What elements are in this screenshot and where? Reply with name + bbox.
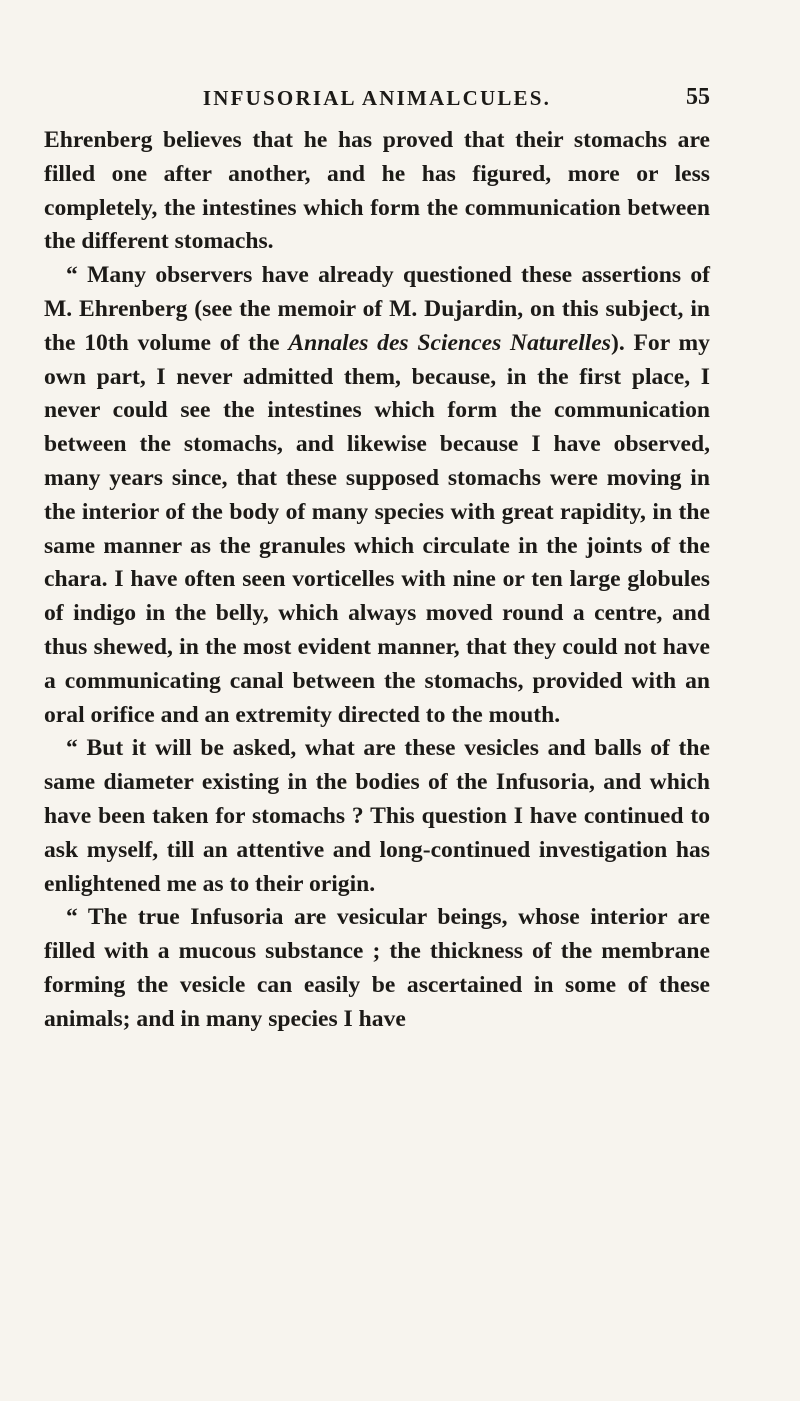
page-number: 55 <box>686 84 710 110</box>
paragraph-3: “ But it will be asked, what are these vesicles and balls of the same diameter existing in the bodies of the Infusoria, and which have been taken for stomachs ? This question I have continued to ask myself, till an attentive and long-continued investigation has enlightened me as to their origin. <box>44 735 710 897</box>
journal-title: Annales des Sciences Naturelles <box>288 329 611 356</box>
paragraph-2 <box>44 259 710 732</box>
running-head <box>44 86 710 116</box>
paragraph-2-end: ). For my own part, I never admitted them, because, in the first place, I never could see the intestines which form the communication between the stomachs, and likewise because I have observed, many years since, that these supposed stomachs were moving in the interior of the body of many species with great rapidity, in the same manner as the granules which circulate in the joints of the chara. I have often seen vorticelles with nine or ten large globules of indigo in the belly, which always moved round a centre, and thus shewed, in the most evident manner, that they could not have a communicating canal between the stomachs, provided with an oral orifice and an extremity directed to the mouth. <box>44 329 710 728</box>
paragraph-2-start: “ Many observers have already questioned these assertions of M. Ehrenberg (see the memoir of M. Dujardin, on this subject, in the 10th volume of the <box>44 262 710 356</box>
running-title: INFUSORIAL ANIMALCULES. <box>202 86 552 110</box>
paragraph-4: “ The true Infusoria are vesicular beings, whose interior are filled with a mucous substance ; the thickness of the membrane forming the vesicle can easily be ascertained in some of these animals; and in many species I have <box>44 904 710 1032</box>
paragraph-1: Ehrenberg believes that he has proved that their stomachs are filled one after another, and he has figured, more or less completely, the intestines which form the communication between the different stomachs. <box>44 127 710 255</box>
body-text <box>44 124 710 1037</box>
